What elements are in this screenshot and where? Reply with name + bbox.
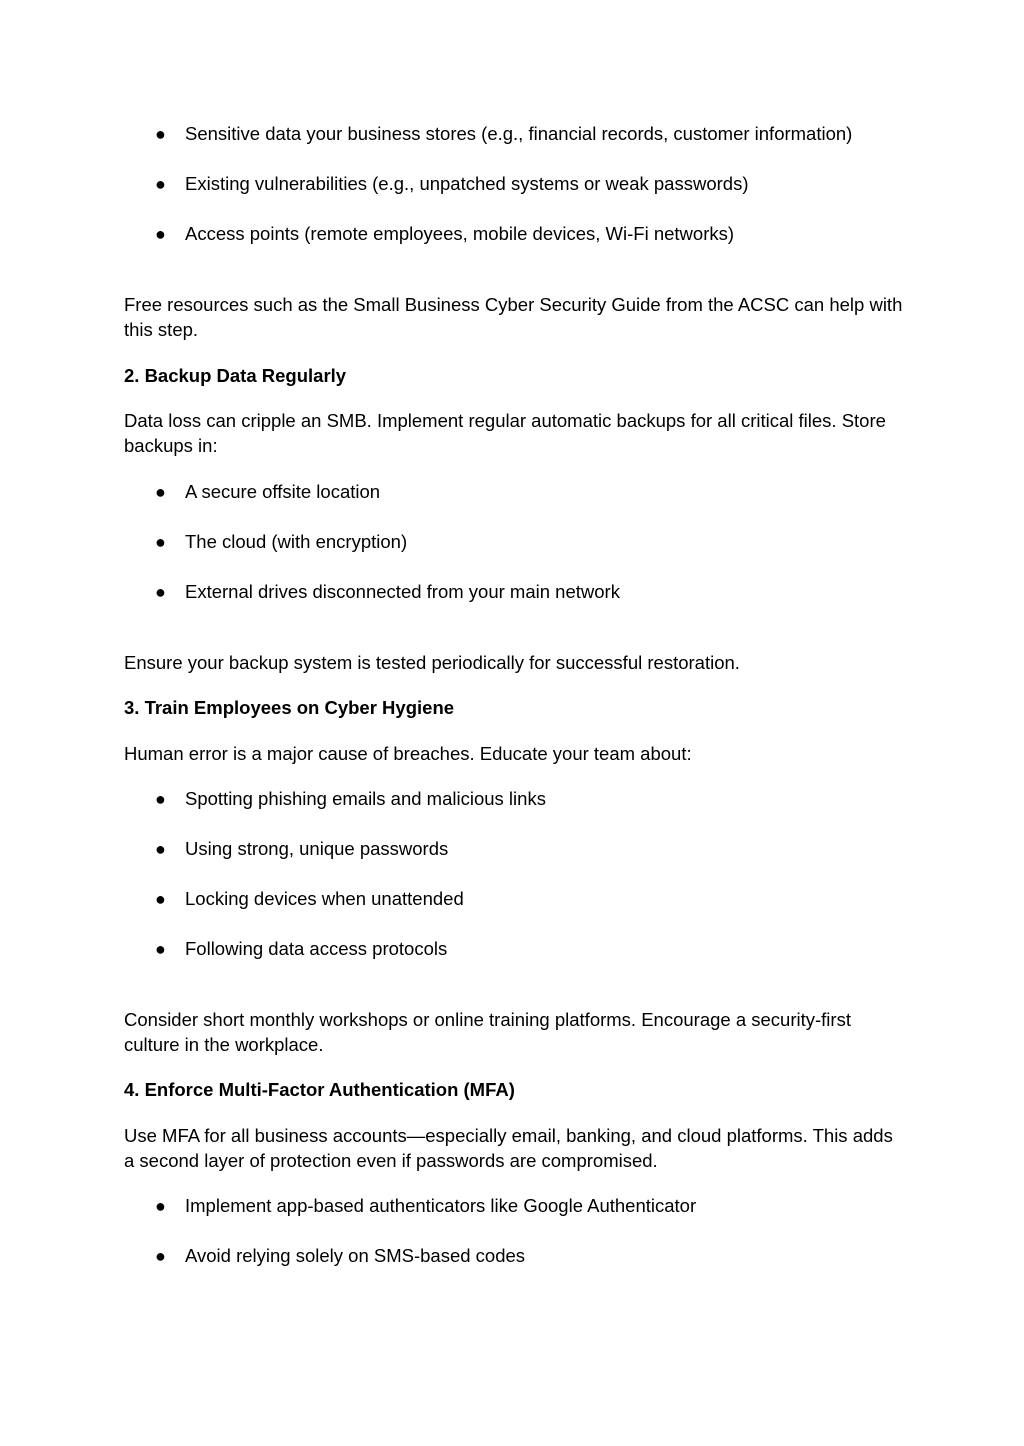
bullet: ● xyxy=(155,124,166,144)
bullet: ● xyxy=(155,789,166,809)
bullet: ● xyxy=(155,532,166,552)
intro-note-paragraph: Free resources such as the Small Business Cyber Security Guide from the ACSC can help with this step. xyxy=(124,294,903,340)
list-item: Implement app-based authenticators like Google Authenticator xyxy=(185,1195,697,1216)
list-item: A secure offsite location xyxy=(185,481,381,502)
section-2-body: Data loss can cripple an SMB. Implement regular automatic backups for all critical files. Store backups in: xyxy=(124,410,886,456)
bullet: ● xyxy=(155,224,166,244)
section-2-note: Ensure your backup system is tested periodically for successful restoration. xyxy=(124,652,740,673)
list-item: Existing vulnerabilities (e.g., unpatched systems or weak passwords) xyxy=(185,173,749,194)
section-3-heading: 3. Train Employees on Cyber Hygiene xyxy=(124,697,455,718)
section-3-body: Human error is a major cause of breaches. Educate your team about: xyxy=(124,743,692,764)
bullet: ● xyxy=(155,582,166,602)
list-item: The cloud (with encryption) xyxy=(185,531,408,552)
list-item: Following data access protocols xyxy=(185,938,448,959)
bullet: ● xyxy=(155,1246,166,1266)
bullet: ● xyxy=(155,482,166,502)
list-item: Locking devices when unattended xyxy=(185,888,464,909)
section-4-body: Use MFA for all business accounts—especially email, banking, and cloud platforms. This adds a second layer of protection even if passwords are compromised. xyxy=(124,1125,893,1171)
section-4-heading: 4. Enforce Multi-Factor Authentication (MFA) xyxy=(124,1079,515,1100)
list-item: Using strong, unique passwords xyxy=(185,838,449,859)
section-3-note: Consider short monthly workshops or online training platforms. Encourage a security-first culture in the workplace. xyxy=(124,1009,851,1055)
list-item: Sensitive data your business stores (e.g., financial records, customer information) xyxy=(185,123,853,144)
bullet: ● xyxy=(155,939,166,959)
list-item: Spotting phishing emails and malicious links xyxy=(185,788,546,809)
bullet: ● xyxy=(155,174,166,194)
bullet: ● xyxy=(155,889,166,909)
list-item: External drives disconnected from your main network xyxy=(185,581,620,602)
section-2-heading: 2. Backup Data Regularly xyxy=(124,365,347,386)
bullet: ● xyxy=(155,839,166,859)
list-item: Access points (remote employees, mobile devices, Wi-Fi networks) xyxy=(185,223,735,244)
bullet: ● xyxy=(155,1196,166,1216)
list-item: Avoid relying solely on SMS-based codes xyxy=(185,1245,526,1266)
